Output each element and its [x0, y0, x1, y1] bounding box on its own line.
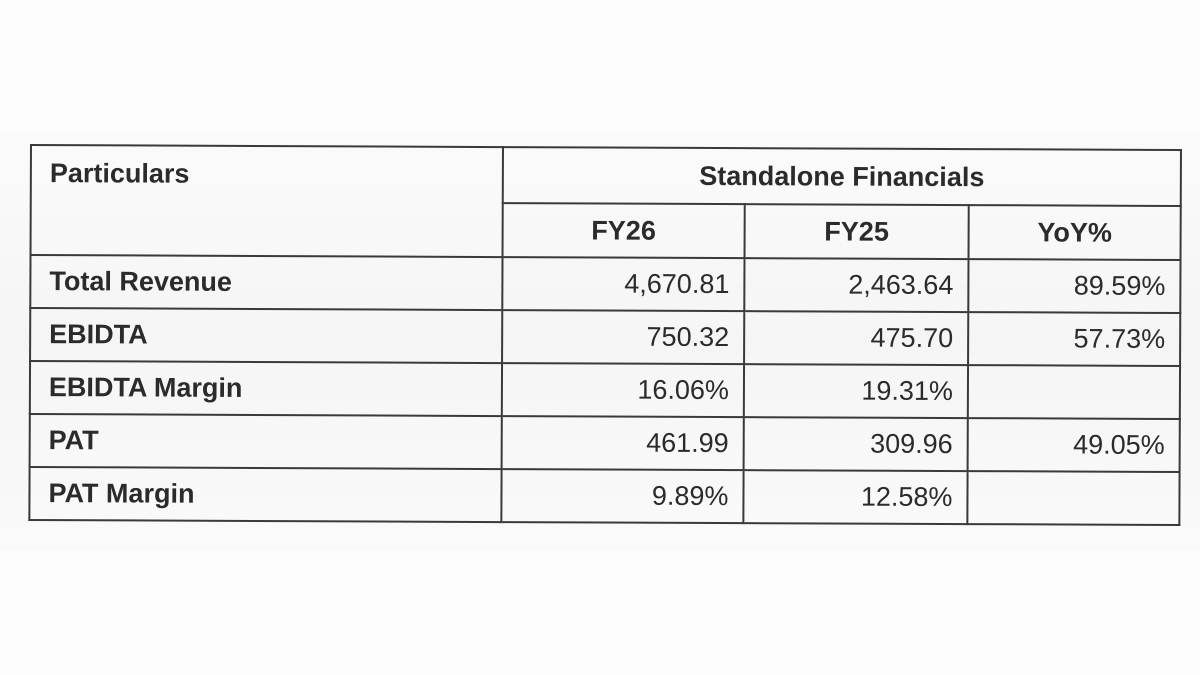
row-label: PAT Margin: [29, 467, 501, 522]
cell-yoy: [968, 365, 1180, 419]
row-label: EBIDTA Margin: [30, 361, 502, 416]
column-header-fy25: FY25: [745, 204, 969, 259]
cell-fy25: 309.96: [744, 417, 968, 471]
cell-fy25: 2,463.64: [744, 258, 968, 312]
table-row: [30, 308, 1180, 366]
table-row: [30, 414, 1180, 472]
row-label: Total Revenue: [30, 255, 502, 310]
cell-fy26: 461.99: [502, 416, 744, 470]
cell-fy26: 9.89%: [501, 469, 743, 523]
table-row: [30, 255, 1180, 313]
cell-yoy: 57.73%: [968, 312, 1180, 366]
row-label: EBIDTA: [30, 308, 502, 363]
column-header-fy26: FY26: [503, 203, 745, 258]
cell-fy25: 19.31%: [744, 364, 968, 418]
cell-yoy: 49.05%: [968, 418, 1180, 472]
cell-fy26: 4,670.81: [502, 257, 744, 311]
row-label: PAT: [30, 414, 502, 469]
table-row: [30, 361, 1180, 419]
cell-fy26: 750.32: [502, 310, 744, 364]
particulars-header: Particulars: [31, 145, 503, 257]
cell-fy25: 475.70: [744, 311, 968, 365]
cell-yoy: [967, 471, 1179, 525]
table-header-row: [31, 145, 1181, 206]
cell-fy25: 12.58%: [743, 470, 967, 524]
standalone-financials-header: Standalone Financials: [503, 147, 1181, 206]
table-row: [29, 467, 1179, 525]
column-header-yoy: YoY%: [969, 205, 1181, 260]
standalone-financials-table: [28, 144, 1182, 526]
cell-fy26: 16.06%: [502, 363, 744, 417]
cell-yoy: 89.59%: [968, 259, 1180, 313]
